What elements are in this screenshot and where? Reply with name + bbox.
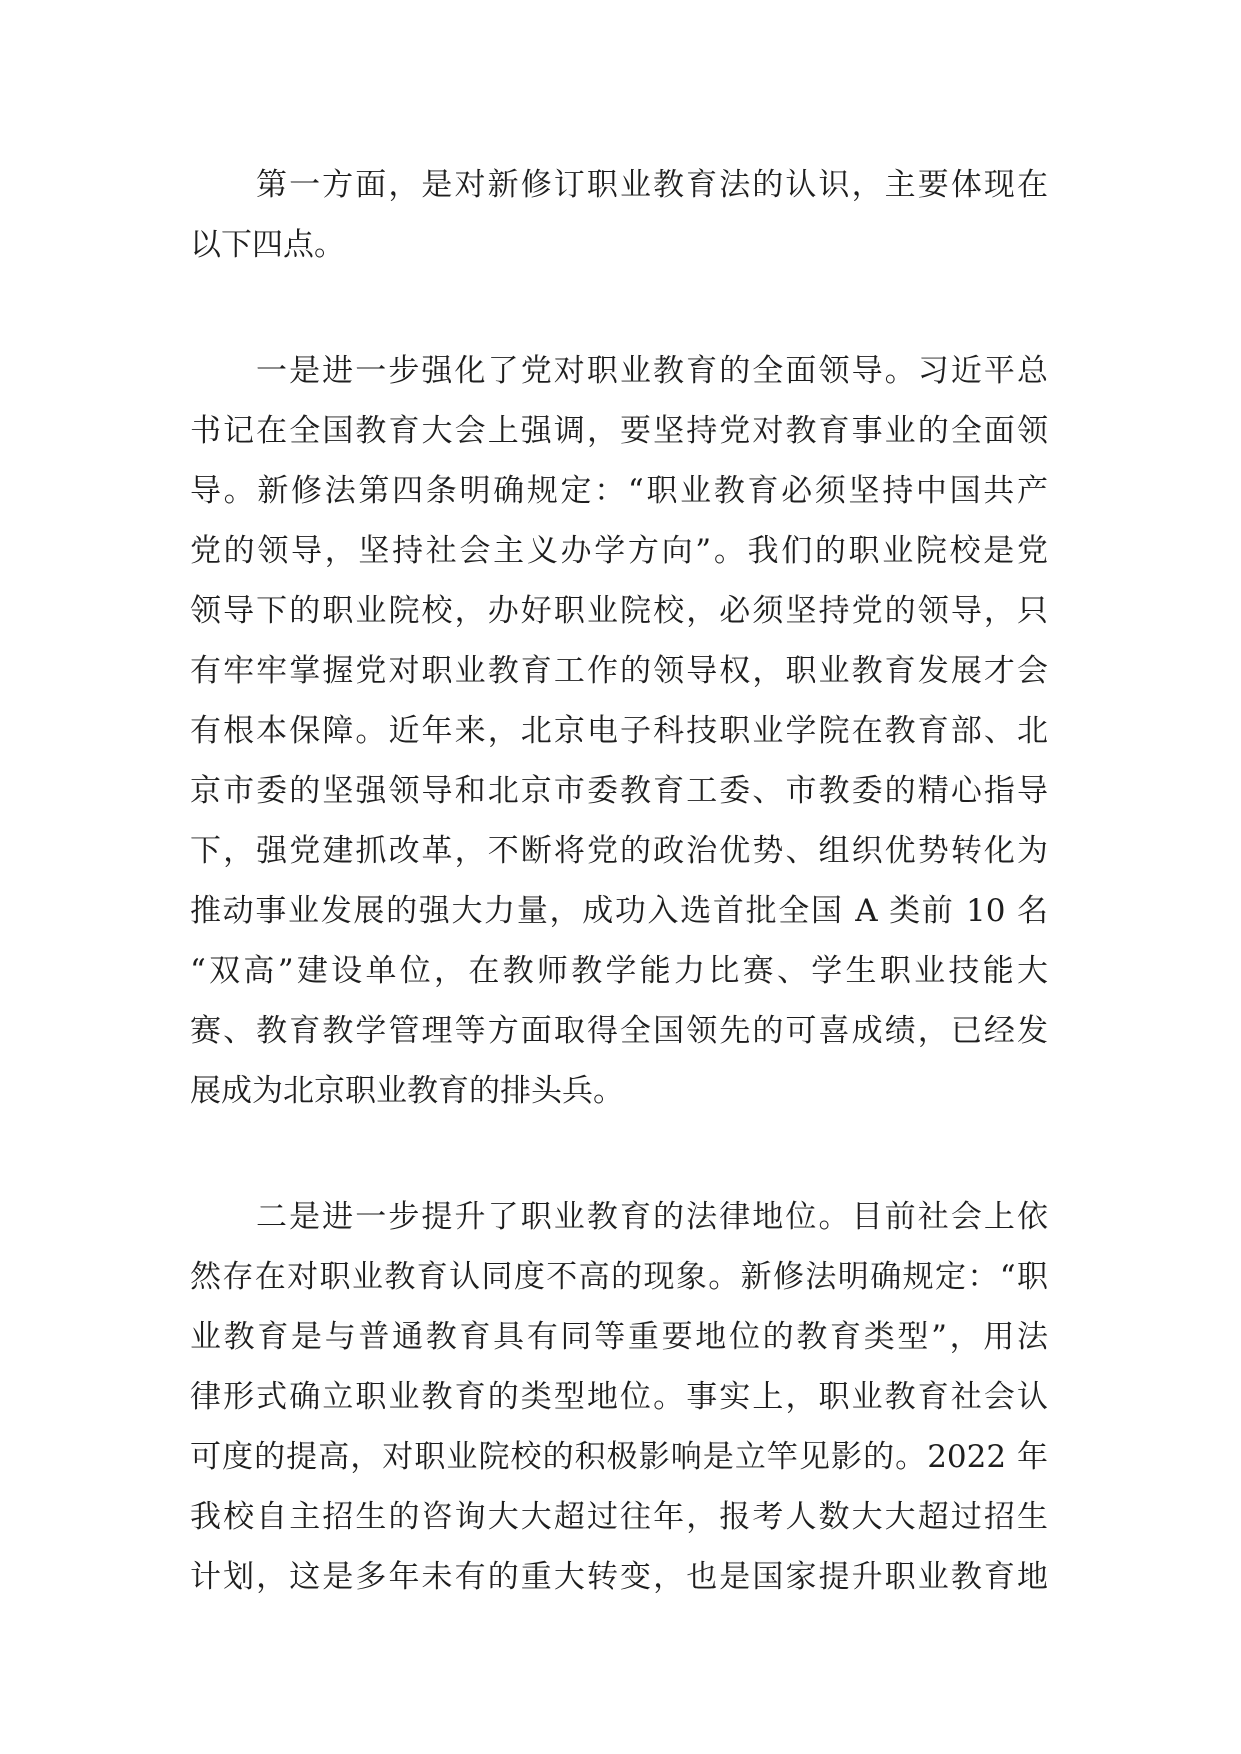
- paragraph-line: “双高”建设单位，在教师教学能力比赛、学生职业技能大: [190, 953, 1048, 989]
- paragraph-line: 可度的提高，对职业院校的积极影响是立竿见影的。2022 年: [190, 1439, 1048, 1475]
- paragraph-intro: [190, 155, 1048, 275]
- paragraph-line: 京市委的坚强领导和北京市委教育工委、市教委的精心指导: [190, 773, 1048, 809]
- paragraph-line: 计划，这是多年未有的重大转变，也是国家提升职业教育地: [190, 1559, 1048, 1595]
- paragraph-line: 我校自主招生的咨询大大超过往年，报考人数大大超过招生: [190, 1499, 1048, 1535]
- document-body: [190, 155, 1048, 1607]
- paragraph-line: 赛、教育教学管理等方面取得全国领先的可喜成绩，已经发: [190, 1013, 1048, 1049]
- paragraph-line: 一是进一步强化了党对职业教育的全面领导。习近平总: [256, 353, 1048, 389]
- paragraph-line: 第一方面，是对新修订职业教育法的认识，主要体现在: [256, 167, 1048, 203]
- paragraph-point-two: [190, 1187, 1048, 1607]
- paragraph-line: 二是进一步提升了职业教育的法律地位。目前社会上依: [256, 1199, 1048, 1235]
- paragraph-line: 领导下的职业院校，办好职业院校，必须坚持党的领导，只: [190, 593, 1048, 629]
- paragraph-line: 然存在对职业教育认同度不高的现象。新修法明确规定：“职: [190, 1259, 1048, 1295]
- paragraph-line: 律形式确立职业教育的类型地位。事实上，职业教育社会认: [190, 1379, 1048, 1415]
- paragraph-line: 导。新修法第四条明确规定：“职业教育必须坚持中国共产: [190, 473, 1048, 509]
- paragraph-line: 推动事业发展的强大力量，成功入选首批全国 A 类前 10 名: [190, 893, 1048, 929]
- paragraph-line: 下，强党建抓改革，不断将党的政治优势、组织优势转化为: [190, 833, 1048, 869]
- paragraph-line: 有牢牢掌握党对职业教育工作的领导权，职业教育发展才会: [190, 653, 1048, 689]
- paragraph-line: 以下四点。: [190, 227, 345, 263]
- paragraph-line: 展成为北京职业教育的排头兵。: [190, 1073, 624, 1109]
- paragraph-line: 业教育是与普通教育具有同等重要地位的教育类型”，用法: [190, 1319, 1048, 1355]
- paragraph-line: 有根本保障。近年来，北京电子科技职业学院在教育部、北: [190, 713, 1048, 749]
- paragraph-point-one: [190, 341, 1048, 1121]
- paragraph-line: 党的领导，坚持社会主义办学方向”。我们的职业院校是党: [190, 533, 1048, 569]
- paragraph-line: 书记在全国教育大会上强调，要坚持党对教育事业的全面领: [190, 413, 1048, 449]
